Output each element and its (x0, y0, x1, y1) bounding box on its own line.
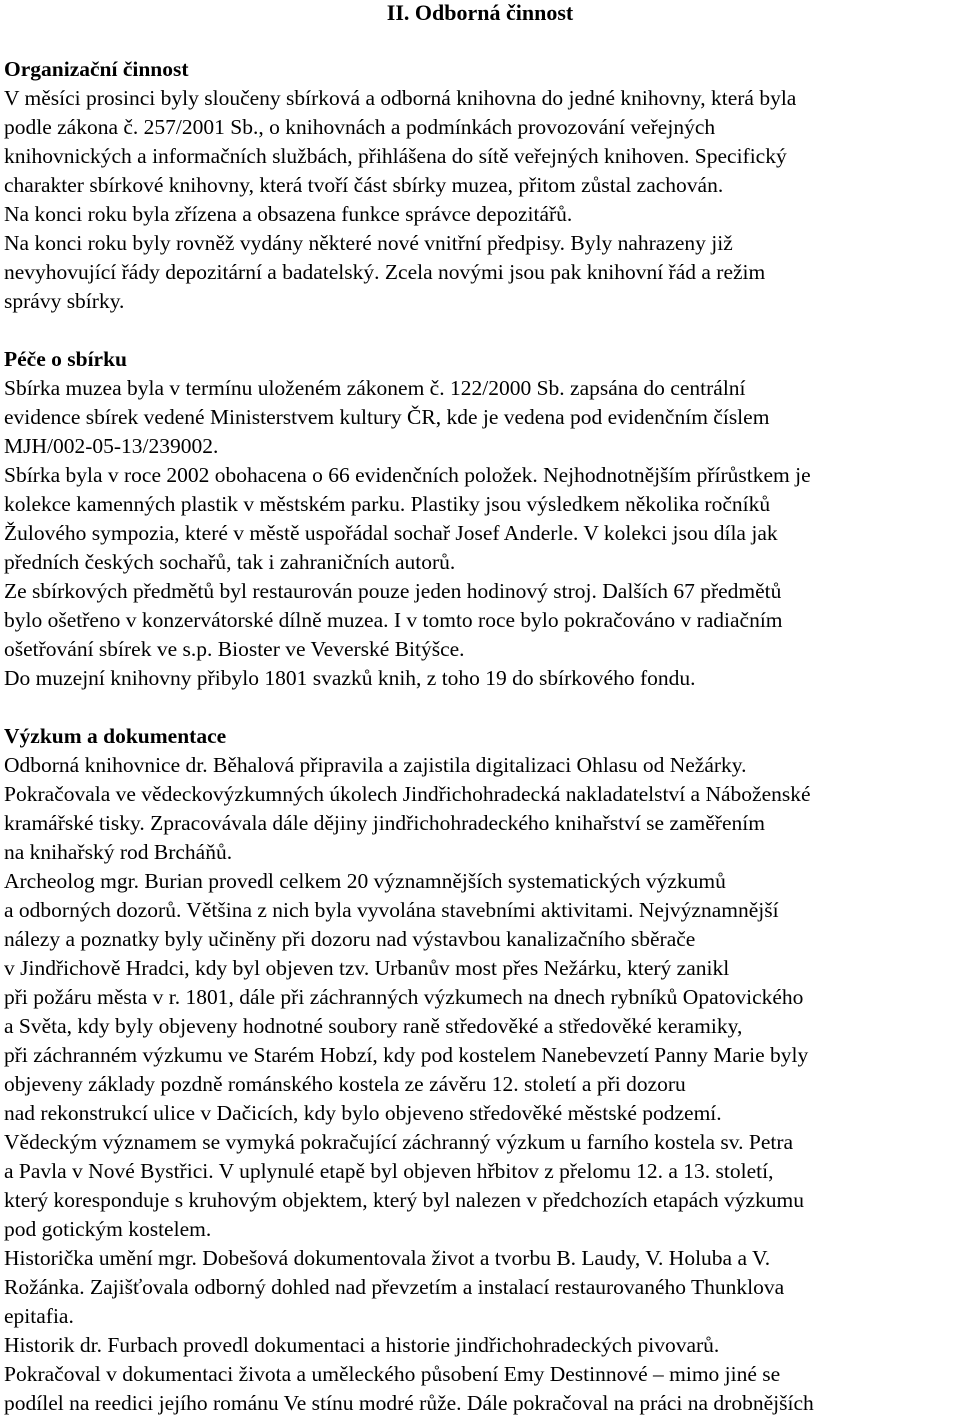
text-line: Pokračovala ve vědeckovýzkumných úkolech Jindřichohradecká nakladatelství a Náboženské (4, 782, 811, 806)
section-heading: Výzkum a dokumentace (4, 724, 227, 748)
text-line: Odborná knihovnice dr. Běhalová připravila a zajistila digitalizaci Ohlasu od Nežárky. (4, 753, 747, 777)
section-pece-o-sbirku (4, 345, 956, 693)
text-line: objeveny základy pozdně románského kostela ze závěru 12. století a při dozoru (4, 1072, 686, 1096)
text-line: nálezy a poznatky byly učiněny při dozoru nad výstavbou kanalizačního sběrače (4, 927, 696, 951)
paragraph (4, 751, 956, 1418)
text-line: správy sbírky. (4, 289, 125, 313)
text-line: Na konci roku byla zřízena a obsazena funkce správce depozitářů. (4, 202, 573, 226)
text-line: knihovnických a informačních službách, přihlášena do sítě veřejných knihoven. Specifický (4, 144, 787, 168)
section-heading: Organizační činnost (4, 57, 189, 81)
spacer (4, 693, 956, 722)
text-line: kolekce kamenných plastik v městském parku. Plastiky jsou výsledkem několika ročníků (4, 492, 771, 516)
text-line: V měsíci prosinci byly sloučeny sbírková a odborná knihovna do jedné knihovny, která byla (4, 86, 797, 110)
text-line: Pokračoval v dokumentaci života a uměleckého působení Emy Destinnové – mimo jiné se (4, 1362, 781, 1386)
text-line: Na konci roku byly rovněž vydány některé nové vnitřní předpisy. Byly nahrazeny již (4, 231, 733, 255)
text-line: epitafia. (4, 1304, 74, 1328)
spacer (4, 316, 956, 345)
text-line: Sbírka byla v roce 2002 obohacena o 66 evidenčních položek. Nejhodnotnějším přírůstkem je (4, 463, 811, 487)
text-line: evidence sbírek vedené Ministerstvem kultury ČR, kde je vedena pod evidenčním číslem (4, 405, 770, 429)
text-line: v Jindřichově Hradci, kdy byl objeven tzv. Urbanův most přes Nežárku, který zanikl (4, 956, 730, 980)
text-line: a Pavla v Nové Bystřici. V uplynulé etapě byl objeven hřbitov z přelomu 12. a 13. století, (4, 1159, 774, 1183)
text-line: a Světa, kdy byly objeveny hodnotné soubory raně středověké a středověké keramiky, (4, 1014, 743, 1038)
text-line: a odborných dozorů. Většina z nich byla vyvolána stavebními aktivitami. Nejvýznamnější (4, 898, 779, 922)
paragraph (4, 374, 956, 693)
text-line: podle zákona č. 257/2001 Sb., o knihovnách a podmínkách provozování veřejných (4, 115, 716, 139)
text-line: pod gotickým kostelem. (4, 1217, 212, 1241)
text-line: Ze sbírkových předmětů byl restaurován pouze jeden hodinový stroj. Dalších 67 předmětů (4, 579, 782, 603)
text-line: Vědeckým významem se vymyká pokračující záchranný výzkum u farního kostela sv. Petra (4, 1130, 794, 1154)
spacer (4, 25, 956, 55)
text-line: Do muzejní knihovny přibylo 1801 svazků knih, z toho 19 do sbírkového fondu. (4, 666, 696, 690)
page-title: II. Odborná činnost (386, 0, 574, 25)
text-line: Sbírka muzea byla v termínu uloženém zákonem č. 122/2000 Sb. zapsána do centrální (4, 376, 746, 400)
text-line: na knihařský rod Brcháňů. (4, 840, 233, 864)
text-line: při záchranném výzkumu ve Starém Hobzí, kdy pod kostelem Nanebevzetí Panny Marie byly (4, 1043, 809, 1067)
text-line: Historička umění mgr. Dobešová dokumentovala život a tvorbu B. Laudy, V. Holuba a V. (4, 1246, 771, 1270)
text-line: nevyhovující řády depozitární a badatelský. Zcela novými jsou pak knihovní řád a režim (4, 260, 766, 284)
section-organizacni-cinnost (4, 55, 956, 316)
text-line: při požáru města v r. 1801, dále při záchranných výzkumech na dnech rybníků Opatovického (4, 985, 804, 1009)
text-line: Historik dr. Furbach provedl dokumentaci a historie jindřichohradeckých pivovarů. (4, 1333, 720, 1357)
text-line: bylo ošetřeno v konzervátorské dílně muzea. I v tomto roce bylo pokračováno v radiačním (4, 608, 783, 632)
document-page (4, 0, 956, 1418)
text-line: předních českých sochařů, tak i zahraničních autorů. (4, 550, 456, 574)
text-line: charakter sbírkové knihovny, která tvoří část sbírky muzea, přitom zůstal zachován. (4, 173, 724, 197)
text-line: podílel na reedici jejího románu Ve stínu modré růže. Dále pokračoval na práci na drobnějších (4, 1391, 814, 1415)
text-line: Žulového sympozia, které v městě uspořádal sochař Josef Anderle. V kolekci jsou díla jak (4, 521, 778, 545)
section-vyzkum-a-dokumentace (4, 722, 956, 1418)
text-line: ošetřování sbírek ve s.p. Bioster ve Veverské Bitýšce. (4, 637, 465, 661)
section-heading: Péče o sbírku (4, 347, 128, 371)
text-line: MJH/002-05-13/239002. (4, 434, 219, 458)
text-line: Archeolog mgr. Burian provedl celkem 20 významnějších systematických výzkumů (4, 869, 726, 893)
text-line: kramářské tisky. Zpracovávala dále dějiny jindřichohradeckého knihařství se zaměřením (4, 811, 765, 835)
text-line: který koresponduje s kruhovým objektem, který byl nalezen v předchozích etapách výzkumu (4, 1188, 805, 1212)
paragraph (4, 84, 956, 316)
text-line: nad rekonstrukcí ulice v Dačicích, kdy bylo objeveno středověké městské podzemí. (4, 1101, 722, 1125)
text-line: Rožánka. Zajišťovala odborný dohled nad převzetím a instalací restaurovaného Thunklova (4, 1275, 785, 1299)
